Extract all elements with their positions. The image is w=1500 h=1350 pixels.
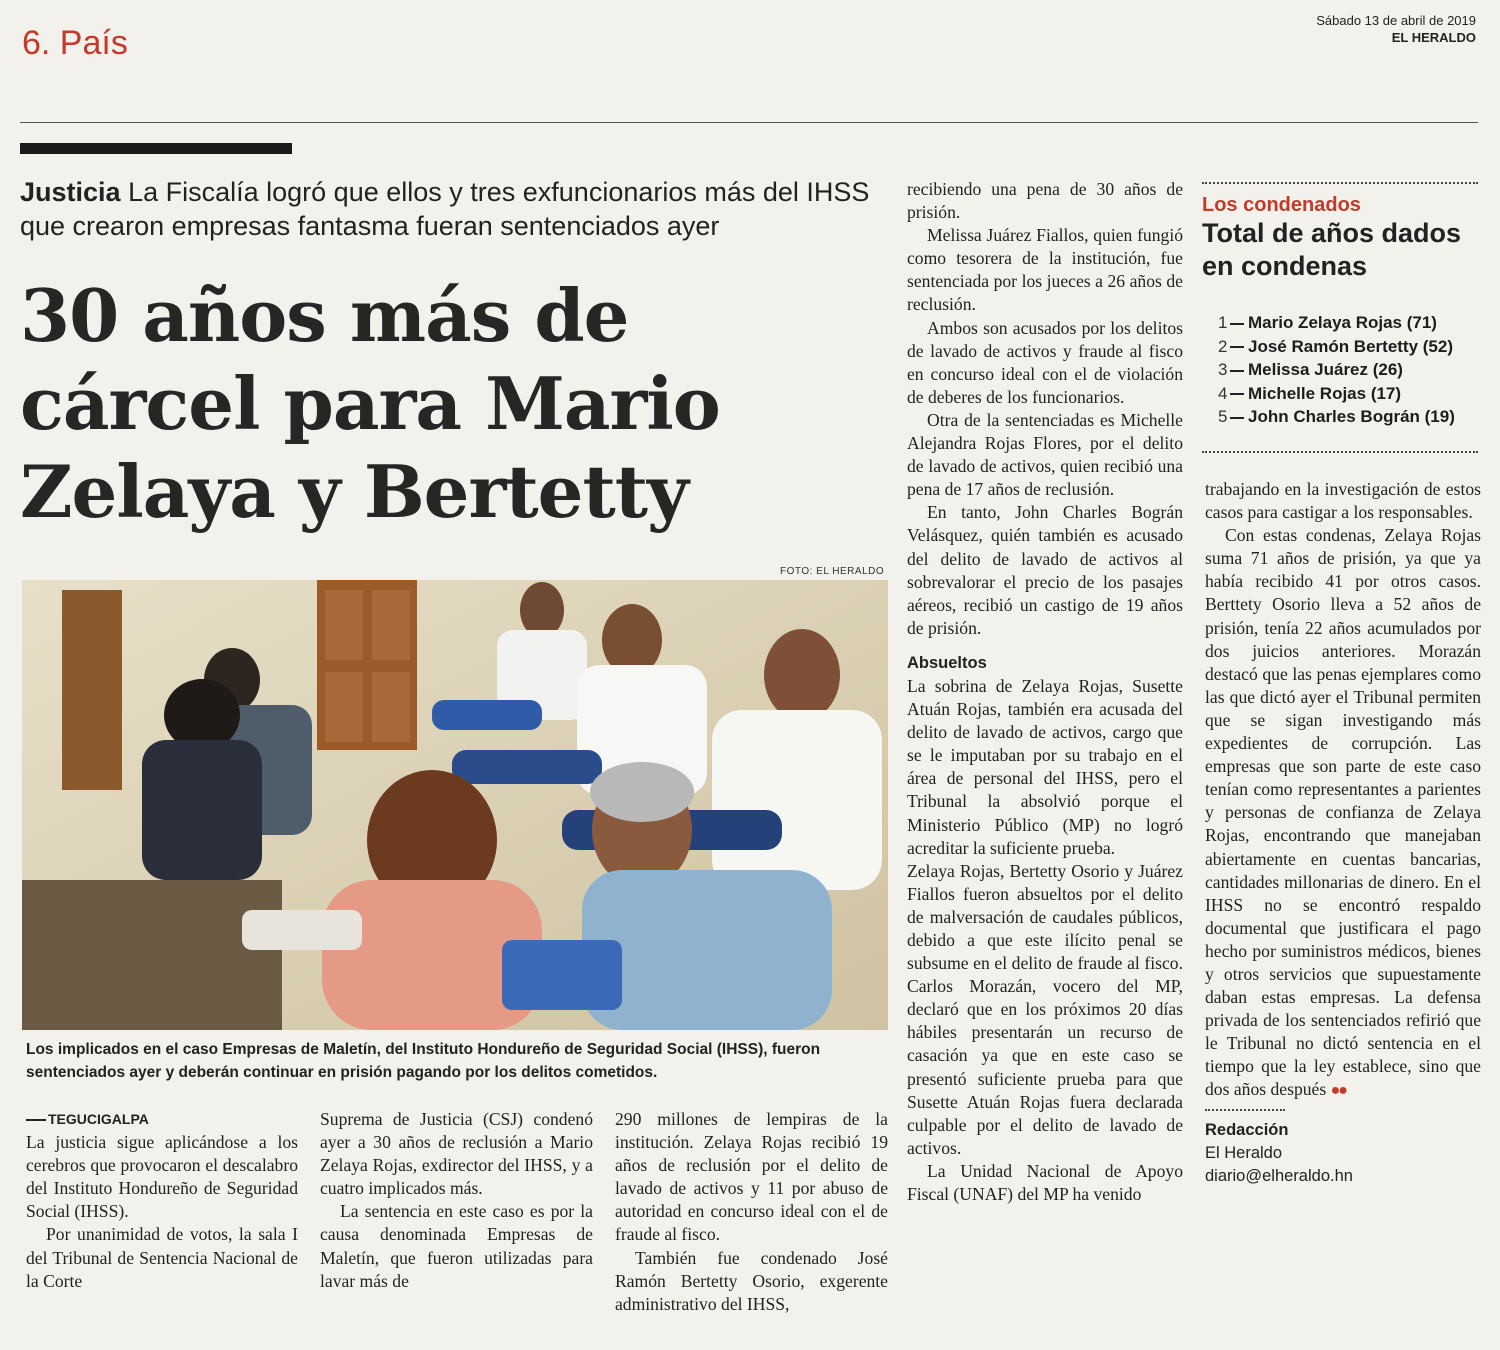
paragraph: La sentencia en este caso es por la causa denominada Empresas de Maletín, que fueron utilizadas para lavar más de bbox=[320, 1201, 593, 1291]
news-photo bbox=[22, 580, 888, 1030]
paragraph: trabajando en la investigación de estos casos para castigar a los responsables. bbox=[1205, 479, 1481, 523]
item-rule bbox=[1230, 417, 1244, 419]
paragraph: Otra de la sentenciadas es Michelle Alejandra Rojas Flores, por el delito de lavado de activos, quien recibió una pena de 17 años de reclusión. bbox=[907, 409, 1183, 500]
dateline-rule bbox=[26, 1119, 46, 1121]
headline: 30 años más de cárcel para Mario Zelaya y Bertetty bbox=[20, 273, 720, 534]
item-rule bbox=[1230, 346, 1244, 348]
item-rule bbox=[1230, 370, 1244, 372]
sidebar-label: Los condenados bbox=[1202, 194, 1361, 216]
photo-caption: Los implicados en el caso Empresas de Maletín, del Instituto Hondureño de Seguridad Social (IHSS), fueron sentenciados ayer y deberán continuar en prisión pagando por los delitos cometidos. bbox=[26, 1041, 821, 1081]
kicker-text: La Fiscalía logró que ellos y tres exfuncionarios más del IHSS que crearon empresas fantasma fueran sentenciados ayer bbox=[20, 177, 870, 241]
list-item bbox=[1218, 358, 1478, 382]
paragraph: recibiendo una pena de 30 años de prisión. bbox=[907, 179, 1183, 223]
sidebar-box bbox=[1202, 182, 1478, 453]
signature-divider bbox=[1205, 1109, 1285, 1111]
item-number: 4 bbox=[1218, 383, 1228, 403]
list-item bbox=[1218, 382, 1478, 406]
article-column-5 bbox=[1205, 478, 1481, 1188]
signature-email: diario@elheraldo.hn bbox=[1205, 1166, 1353, 1185]
paragraph: La Unidad Nacional de Apoyo Fiscal (UNAF) del MP ha venido bbox=[907, 1160, 1183, 1205]
paragraph: Melissa Juárez Fiallos, quien fungió como tesorera de la institución, fue sentenciada por los jueces a 26 años de reclusión. bbox=[907, 225, 1183, 315]
header-divider bbox=[20, 122, 1478, 123]
signature-outlet: El Heraldo bbox=[1205, 1143, 1283, 1162]
sidebar-title: Total de años dados en condenas bbox=[1202, 218, 1462, 281]
item-text: John Charles Bográn (19) bbox=[1248, 407, 1455, 426]
paragraph: 290 millones de lempiras de la institución. Zelaya Rojas recibió 19 años de reclusión por el delito de lavado de activos y 11 por abuso de autoridad en concurso ideal con el de fraude al fisco. bbox=[615, 1109, 888, 1245]
item-rule bbox=[1230, 323, 1244, 325]
item-number: 3 bbox=[1218, 360, 1228, 379]
item-rule bbox=[1230, 393, 1244, 395]
item-text: Mario Zelaya Rojas (71) bbox=[1248, 313, 1437, 332]
dotted-divider bbox=[1202, 182, 1478, 184]
subhead-absueltos: Absueltos bbox=[907, 653, 987, 672]
photo-credit: FOTO: EL HERALDO bbox=[780, 566, 885, 577]
article-column-2 bbox=[320, 1108, 593, 1293]
item-text: Michelle Rojas (17) bbox=[1248, 383, 1402, 403]
paragraph bbox=[1205, 524, 1481, 1102]
dotted-divider bbox=[1202, 451, 1478, 453]
kicker-keyword: Justicia bbox=[20, 177, 121, 207]
paragraph: La sobrina de Zelaya Rojas, Susette Atuán Rojas, también era acusada del delito de lavado de activos, cargo que se le imputaban por su trabajo en el área de personal del IHSS, pero el Tribunal la absolvió porque el Ministerio Público (MP) no logró acreditar la suficiente prueba. bbox=[907, 675, 1183, 858]
article-column-4 bbox=[907, 178, 1183, 1206]
list-item bbox=[1218, 405, 1478, 429]
article-column-1 bbox=[26, 1108, 298, 1293]
item-number: 2 bbox=[1218, 336, 1228, 356]
kicker bbox=[20, 175, 890, 243]
item-text: José Ramón Bertetty (52) bbox=[1248, 336, 1454, 356]
paragraph: Suprema de Justicia (CSJ) condenó ayer a 30 años de reclusión a Mario Zelaya Rojas, exdirector del IHSS, y a cuatro implicados más. bbox=[320, 1109, 593, 1199]
paragraph: Por unanimidad de votos, la sala I del Tribunal de Sentencia Nacional de la Corte bbox=[26, 1224, 298, 1291]
paragraph: La justicia sigue aplicándose a los cerebros que provocaron el descalabro del Instituto Hondureño de Seguridad Social (IHSS). bbox=[26, 1132, 298, 1222]
date-text: Sábado 13 de abril de 2019 bbox=[1316, 13, 1476, 28]
dateline-text: TEGUCIGALPA bbox=[48, 1111, 149, 1127]
paragraph: También fue condenado José Ramón Bertetty Osorio, exgerente administrativo del IHSS, bbox=[615, 1247, 888, 1314]
item-number: 1 bbox=[1218, 313, 1228, 332]
signature bbox=[1205, 1119, 1481, 1188]
list-item bbox=[1218, 335, 1478, 359]
paragraph: En tanto, John Charles Bográn Velásquez, quién también es acusado del delito de lavado de activos al sobrevalorar el precio de los pasajes aéreos, recibió un castigo de 19 años de prisión. bbox=[907, 502, 1183, 638]
kicker-bar bbox=[20, 143, 292, 154]
paragraph: Zelaya Rojas, Bertetty Osorio y Juárez Fiallos fueron absueltos por el delito de malversación de caudales públicos, debido a que este ilícito penal se subsume en el delito de fraude al fisco. Carlos Morazán, vocero del MP, declaró que en los próximos 20 días hábiles presentarán un recurso de casación ya que en este caso se presentó suficiente prueba para que Susette Atuán Rojas fuera declarada culpable por el delito de lavado de activos. bbox=[907, 860, 1183, 1158]
article-column-3 bbox=[615, 1108, 888, 1316]
signature-author: Redacción bbox=[1205, 1120, 1289, 1139]
paragraph-text: Con estas condenas, Zelaya Rojas suma 71 años de prisión, ya que ya había recibido 41 por otros casos. Berttety Osorio lleva a 52 años de prisión, tenía 22 años acumulados por dos juicios anteriores. Morazán destacó que las penas ejemplares como las que dictó ayer el Tribunal permiten que se sigan investigando más expedientes de corrupción. Las empresas que son parte de este caso tenían como representantes a parientes y personas de confianza de Zelaya Rojas, encontrando que manejaban abiertamente en cuentas bancarias, cantidades millonarias de dinero. En el IHSS no se encontró respaldo documental que justificara el pago hecho por suministros médicos, bienes y otros servicios que supuestamente daban estas empresas. La defensa privada de los sentenciados refirió que le Tribunal no dictó sentencia en el tiempo que la ley establece, sino que dos años después bbox=[1205, 525, 1481, 1100]
item-text: Melissa Juárez (26) bbox=[1248, 360, 1403, 379]
sentences-list bbox=[1218, 311, 1478, 429]
dateline bbox=[26, 1108, 298, 1131]
courtroom-photo-illustration bbox=[22, 580, 888, 1030]
end-mark: ●● bbox=[1330, 1082, 1346, 1100]
publication-name: EL HERALDO bbox=[1391, 30, 1476, 45]
item-number: 5 bbox=[1218, 407, 1228, 426]
paragraph: Ambos son acusados por los delitos de lavado de activos y fraude al fisco en concurso ideal con el de violación de deberes de los funcionarios. bbox=[907, 317, 1183, 407]
section-title: 6. País bbox=[22, 24, 128, 62]
list-item bbox=[1218, 311, 1478, 335]
issue-date bbox=[1316, 12, 1476, 46]
